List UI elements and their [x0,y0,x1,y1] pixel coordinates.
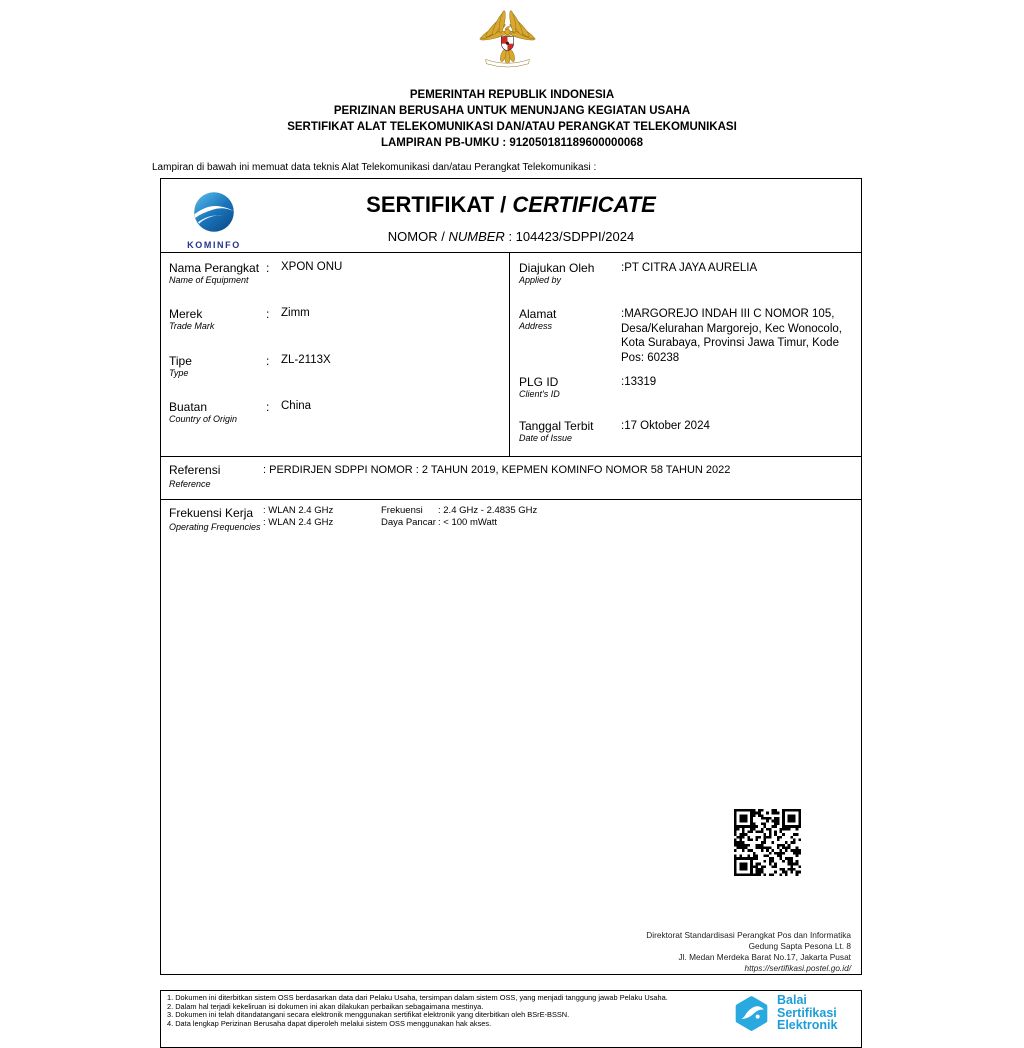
field-sublabel: Client's ID [519,389,560,399]
issuer-line: Direktorat Standardisasi Perangkat Pos dan Informatika [646,930,851,940]
frequency-sublabel: Operating Frequencies [169,522,261,532]
field-colon: : [266,400,270,414]
certificate-number [161,229,861,244]
field-value: :13319 [621,376,657,388]
field-value: XPON ONU [281,261,343,273]
frequency-detail-label: Frekuensi [381,505,423,516]
field-label: Nama Perangkat [169,261,260,275]
footer-note: 4. Data lengkap Perizinan Berusaha dapat diperoleh melalui sistem OSS menggunakan hak akses. [167,1018,492,1028]
referensi-divider [161,499,861,500]
field-label: Alamat [519,307,557,321]
certificate-title [161,192,861,218]
frequency-detail-value: : 2.4 GHz - 2.4835 GHz [438,505,538,516]
frequency-band: : WLAN 2.4 GHz [263,517,334,528]
field-sublabel: Name of Equipment [169,275,249,285]
field-sublabel: Type [169,368,189,378]
field-value: China [281,400,312,412]
footer-note: 1. Dokumen ini diterbitkan sistem OSS berdasarkan data dari Pelaku Usaha, tersimpan dalam sistem OSS, yang menjadi tanggung jawab Pelaku Usaha. [167,993,668,1002]
field-label: Diajukan Oleh [519,261,595,275]
fields-divider [161,456,861,457]
issuer-address-block [511,930,851,974]
footer-note: 3. Dokumen ini telah ditandatangani secara elektronik menggunakan sertifikat elektronik yang diterbitkan oleh BSrE-BSSN. [167,1010,570,1020]
referensi-sublabel: Reference [169,479,211,489]
field-label: Tanggal Terbit [519,419,594,433]
bse-logo-label [777,994,837,1032]
field-colon: : [266,354,270,368]
field-value: :PT CITRA JAYA AURELIA [621,262,758,274]
header-line-4: LAMPIRAN PB-UMKU : 912050181189600000068 [380,137,644,149]
field-sublabel: Applied by [519,275,562,285]
certificate-title-en: CERTIFICATE [512,192,656,217]
garuda-pancasila-emblem [479,6,536,72]
field-value: :MARGOREJO INDAH III C NOMOR 105, Desa/Kelurahan Margorejo, Kec Wonocolo, Kota Surabaya, Provinsi Jawa Timur, Kode Pos: 60238 [621,308,842,364]
field-colon: : [266,261,270,275]
qr-code [734,809,801,876]
field-value: :17 Oktober 2024 [621,420,710,432]
certificate-title-id: SERTIFIKAT / [366,192,507,217]
field-sublabel: Address [519,321,553,331]
field-label: PLG ID [519,375,559,389]
document-header [0,87,1024,151]
header-line-2: PERIZINAN BERUSAHA UNTUK MENUNJANG KEGIATAN USAHA [333,105,691,117]
title-divider [161,252,861,253]
number-value: : 104423/SDPPI/2024 [508,229,635,244]
referensi-value: : PERDIRJEN SDPPI NOMOR : 2 TAHUN 2019, KEPMEN KOMINFO NOMOR 58 TAHUN 2022 [263,464,731,476]
bse-logo-line: Sertifikasi [777,1005,837,1020]
issuer-website: https://sertifikasi.postel.go.id/ [744,963,851,973]
field-colon: : [266,307,270,321]
kominfo-logo-label: KOMINFO [187,240,241,250]
referensi-label: Referensi [169,463,221,477]
header-line-1: PEMERINTAH REPUBLIK INDONESIA [409,89,615,101]
number-label: NOMOR / [387,229,445,244]
footer-notes [167,994,715,1028]
field-sublabel: Country of Origin [169,414,238,424]
column-divider [509,252,510,456]
field-sublabel: Date of Issue [519,433,573,443]
field-label: Merek [169,307,203,321]
bse-logo-line: Balai [777,993,807,1007]
field-label: Tipe [169,354,192,368]
footer-notes-box [160,990,862,1048]
issuer-line: Jl. Medan Merdeka Barat No.17, Jakarta Pusat [678,952,851,962]
footer-note: 2. Dalam hal terjadi kekeliruan isi dokumen ini akan dilakukan perbaikan sebagaimana mestinya. [167,1001,484,1011]
number-label-en: NUMBER [448,229,505,244]
bse-logo-icon [733,995,770,1032]
field-value: Zimm [281,307,310,319]
issuer-line: Gedung Sapta Pesona Lt. 8 [748,941,851,951]
frequency-detail-label: Daya Pancar [381,517,436,528]
intro-text: Lampiran di bawah ini memuat data teknis Alat Telekomunikasi dan/atau Perangkat Telekomunikasi : [152,162,597,173]
frequency-band: : WLAN 2.4 GHz [263,505,334,516]
frequency-detail-value: : < 100 mWatt [438,517,498,528]
bse-logo-line: Elektronik [777,1018,838,1032]
field-value: ZL-2113X [281,354,331,366]
certificate-body [160,178,862,975]
field-sublabel: Trade Mark [169,321,215,331]
field-label: Buatan [169,400,208,414]
frequency-label: Frekuensi Kerja [169,506,254,520]
header-line-3: SERTIFIKAT ALAT TELEKOMUNIKASI DAN/ATAU PERANGKAT TELEKOMUNIKASI [287,121,737,133]
